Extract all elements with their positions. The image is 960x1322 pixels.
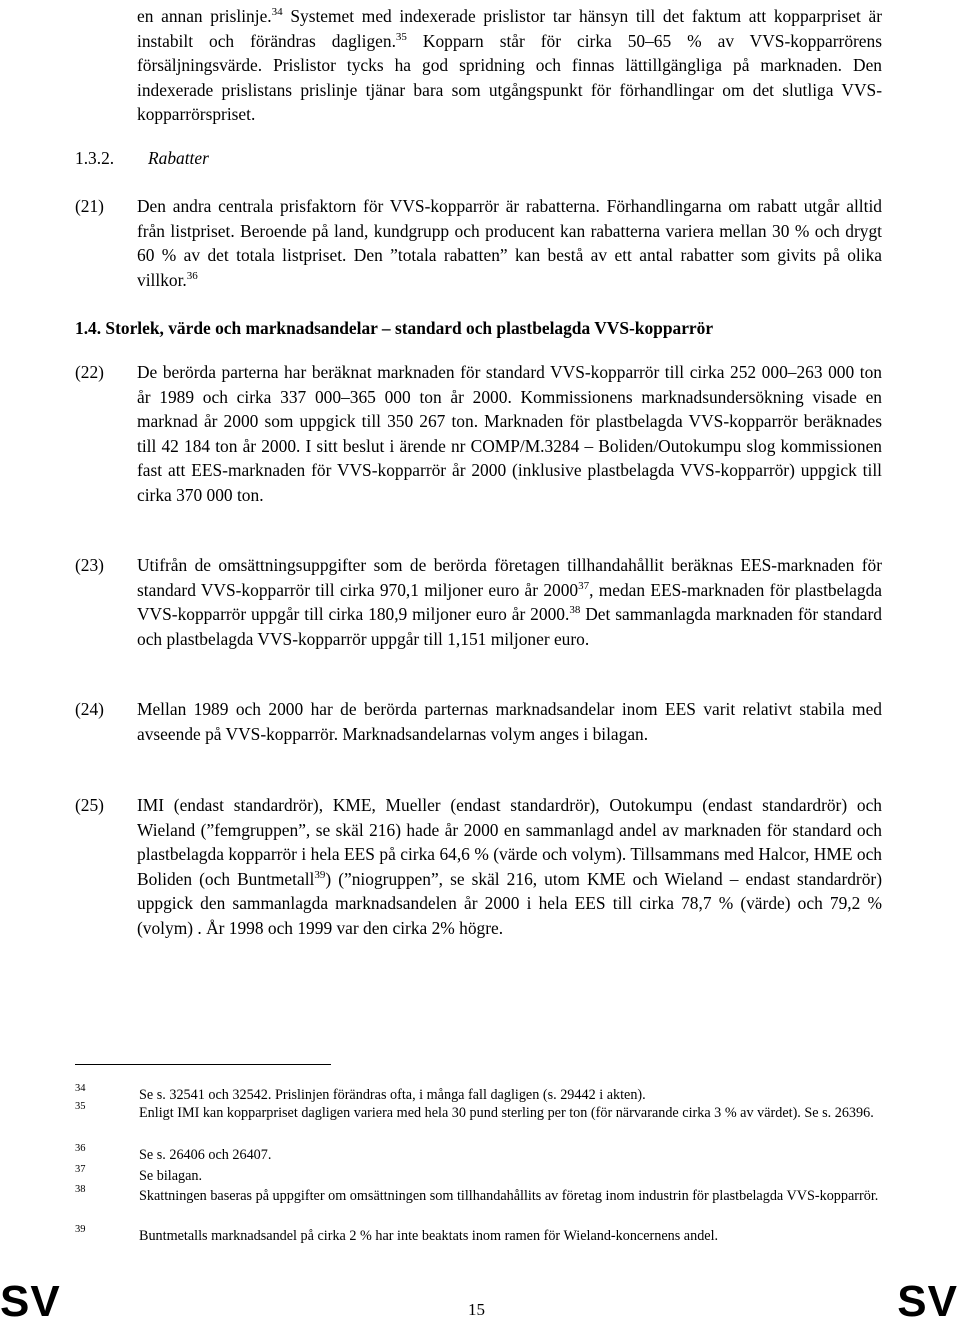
page-number: 15: [468, 1300, 485, 1319]
footnote-number: 39: [75, 1224, 86, 1235]
paragraph-number-22: (22): [75, 362, 104, 382]
intro-paragraph: en annan prislinje.$^{34}$ Systemet med indexerade prislistor tar hänsyn till det faktum att kopparpriset är instabilt och förändras dagligen.$^{35}$ Kopparn står för cirka 50–65 % av VVS-kopparrörens försäljningsvärde. Prislistor tycks ha god spridning och finnas lättillgängliga på marknaden. Den indexerade prislistans prislinje tjänar bara som utgångspunkt för förhandlingar om det slutliga VVS-kopparrörspriset.: [137, 6, 882, 125]
footnote-text: Se s. 26406 och 26407.: [139, 1147, 272, 1163]
footnote-ref-34[interactable]: 34: [271, 6, 283, 19]
footnote-text: Buntmetalls marknadsandel på cirka 2 % har inte beaktats inom ramen för Wieland-koncernens andel.: [139, 1228, 719, 1244]
paragraph-24: Mellan 1989 och 2000 har de berörda parternas marknadsandelar inom EES varit relativt stabila med avseende på VVS-kopparrör. Marknadsandelarnas volym anges i bilagan.: [137, 699, 882, 744]
footnote-text: Se s. 32541 och 32542. Prislinjen förändras ofta, i många fall dagligen (s. 29442 i akten).: [139, 1087, 646, 1103]
footnote-38: [75, 1184, 885, 1205]
section-heading-1-4: 1.4. Storlek, värde och marknadsandelar – standard och plastbelagda VVS-kopparrör: [75, 318, 714, 338]
footnote-number: 34: [75, 1083, 86, 1094]
footnote-37: [75, 1164, 885, 1185]
footnote-separator: [75, 1064, 331, 1065]
footnote-36: [75, 1143, 885, 1164]
footnote-39: [75, 1224, 885, 1245]
paragraph-number-23: (23): [75, 555, 104, 575]
section-number: 1.3.2.: [75, 148, 115, 168]
footnote-number: 38: [75, 1184, 86, 1195]
section-title: Rabatter: [148, 148, 209, 168]
footnote-text: Enligt IMI kan kopparpriset dagligen variera med hela 30 pund sterling per ton (för närvarande cirka 3 % av värdet). Se s. 26396.: [139, 1105, 874, 1121]
paragraph-22: De berörda parterna har beräknat marknaden för standard VVS-kopparrör till cirka 252 000–263 000 ton år 1989 och cirka 337 000–365 000 ton år 2000. Kommissionens marknadsundersökning visade en marknad år 2000 som uppgick till 350 267 ton. Marknaden för plastbelagda VVS-kopparrör beräknades till 42 184 ton år 2000. I sitt beslut i ärende nr COMP/M.3284 – Boliden/Outokumpu slog kommissionen fast att EES-marknaden för VVS-kopparrör år 2000 (inklusive plastbelagda VVS-kopparrör) uppgick till cirka 370 000 ton.: [137, 362, 882, 505]
paragraph-23: Utifrån de omsättningsuppgifter som de berörda företagen tillhandahållit beräknas EES-marknaden för standard VVS-kopparrör till cirka 970,1 miljoner euro år 2000$^{37}$, medan EES-marknaden för plastbelagda VVS-kopparrör uppgår till cirka 180,9 miljoner euro år 2000.38 Det sammanlagda marknaden för standard och plastbelagda VVS-kopparrör uppgår till 1,151 miljoner euro.: [137, 555, 882, 649]
footnote-ref-35[interactable]: 35: [395, 30, 407, 43]
footnote-ref-36[interactable]: 36: [186, 269, 198, 282]
footnote-text: Se bilagan.: [139, 1168, 203, 1184]
language-code-left: SV: [0, 1277, 61, 1322]
footnote-number: 36: [75, 1143, 86, 1154]
paragraph-25: IMI (endast standardrör), KME, Mueller (endast standardrör), Outokumpu (endast standardrör) och Wieland (”femgruppen”, se skäl 216) hade år 2000 en sammanlagd andel av marknaden för standard och plastbelagda kopparrör i hela EES på cirka 64,6 % (värde och volym). Tillsammans med Halcor, HME och Boliden (och Buntmetall$^{39}$) (”niogruppen”, se skäl 216, utom KME och Wieland – endast standardrör) uppgick den sammanlagda marknadsandelen år 2000 i hela EES till cirka 78,7 % (värde) och 79,2 % (volym) . År 1998 och 1999 var den cirka 2% högre.: [137, 795, 883, 938]
footnote-ref-38[interactable]: 38: [569, 604, 581, 617]
footnote-text: Skattningen baseras på uppgifter om omsättningen som tillhandahållits av företag inom industrin för plastbelagda VVS-kopparrör.: [139, 1188, 879, 1204]
footnote-35: [75, 1101, 885, 1122]
footnote-34: [75, 1083, 885, 1104]
paragraph-number-24: (24): [75, 699, 104, 719]
paragraph-21: Den andra centrala prisfaktorn för VVS-kopparrör är rabatterna. Förhandlingarna om rabatt utgår alltid från listpriset. Beroende på land, kundgrupp och producent kan rabatterna variera mellan 30 % och drygt 60 % av det totala listpriset. Den ”totala rabatten” kan bestå av ett antal rabatter som givits på olika villkor.$^{36}$: [137, 196, 882, 290]
footnote-ref-37[interactable]: 37: [578, 579, 590, 592]
paragraph-number-21: (21): [75, 196, 104, 216]
footnote-number: 35: [75, 1101, 86, 1112]
language-code-right: SV: [897, 1277, 958, 1322]
footnote-ref-39[interactable]: 39: [314, 868, 326, 881]
footnote-number: 37: [75, 1164, 86, 1175]
paragraph-number-25: (25): [75, 795, 104, 815]
